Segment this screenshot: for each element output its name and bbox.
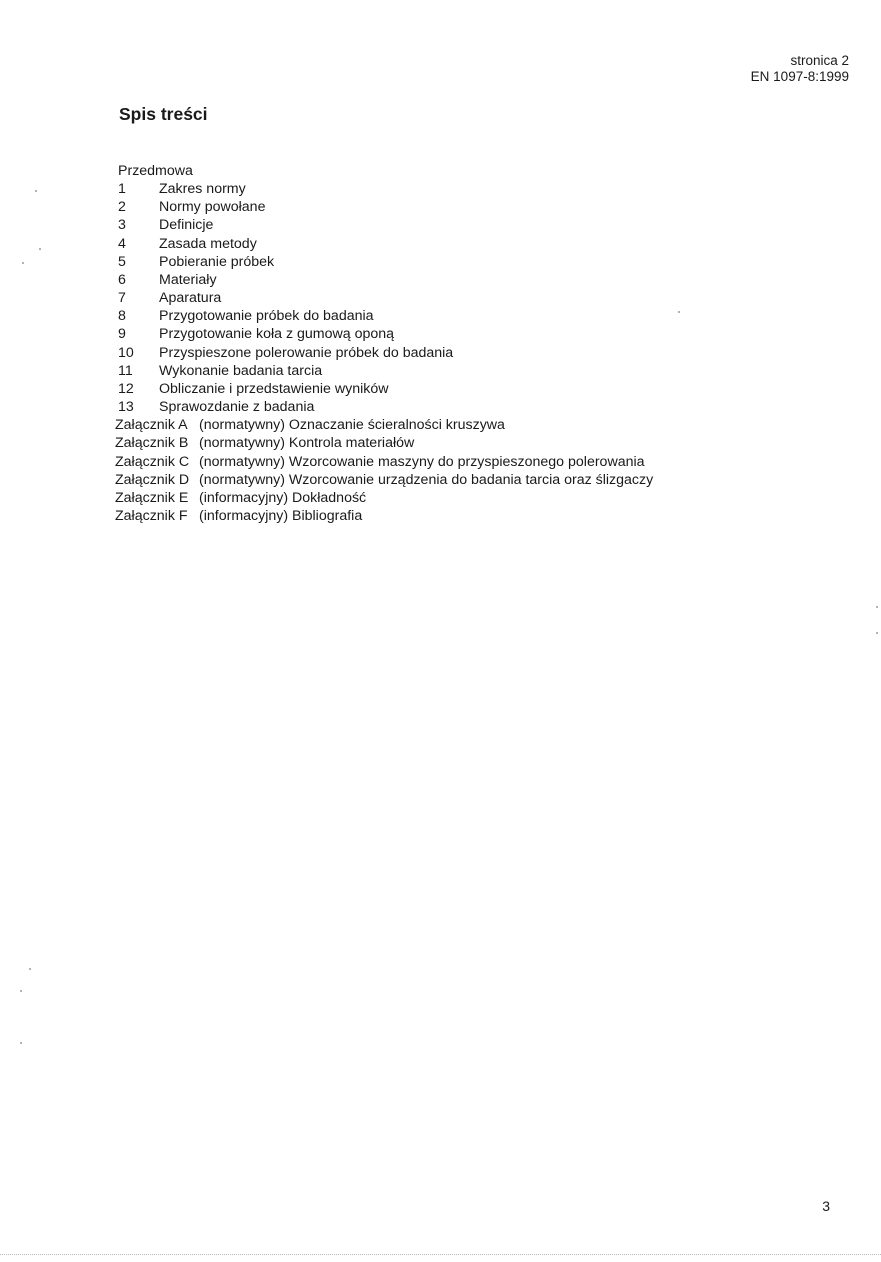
toc-section-number: 8 — [118, 308, 126, 325]
toc-section-number: 13 — [118, 399, 134, 416]
toc-section — [118, 289, 653, 307]
scan-speck — [20, 990, 22, 992]
toc-section — [118, 344, 653, 362]
page-label: stronica 2 — [790, 53, 849, 68]
toc-section-label: Aparatura — [159, 290, 222, 307]
toc-section — [118, 307, 653, 325]
toc-annex-number: Załącznik E — [115, 489, 189, 506]
toc-annex-number: Załącznik D — [115, 471, 190, 488]
toc-section — [118, 253, 653, 271]
scan-edge-line — [0, 1254, 881, 1255]
toc-section-number: 12 — [118, 380, 134, 397]
page-number: 3 — [822, 1198, 830, 1214]
scan-speck — [29, 968, 31, 970]
toc-section — [118, 380, 653, 398]
scan-speck — [35, 190, 37, 192]
toc-section — [118, 235, 653, 253]
scan-speck — [678, 311, 680, 313]
document-id: EN 1097-8:1999 — [750, 69, 849, 84]
toc-section-label: Obliczanie i przedstawienie wyników — [159, 380, 389, 397]
toc-section — [118, 362, 653, 380]
toc-annex-number: Załącznik C — [115, 453, 190, 470]
toc-section-label: Zasada metody — [159, 235, 257, 252]
toc-section-number: 6 — [118, 271, 126, 288]
toc-section — [118, 180, 653, 198]
toc-section-label: Zakres normy — [159, 181, 246, 198]
toc-section-label: Wykonanie badania tarcia — [159, 362, 323, 379]
toc-section-label: Materiały — [159, 271, 217, 288]
toc-section-label: Przygotowanie koła z gumową oponą — [159, 326, 395, 343]
toc-preface-label: Przedmowa — [118, 163, 193, 179]
toc-section-label: Pobieranie próbek — [159, 253, 275, 270]
scan-speck — [20, 1042, 22, 1044]
toc-annex-label: (normatywny) Wzorcowanie maszyny do przyspieszonego polerowania — [199, 453, 645, 470]
toc-section-number: 1 — [118, 181, 126, 198]
toc-section-label: Normy powołane — [159, 199, 266, 216]
toc-section-number: 10 — [118, 344, 134, 361]
toc-section-label: Przyspieszone polerowanie próbek do badania — [159, 344, 454, 361]
scan-speck — [876, 606, 878, 608]
toc-annex — [115, 471, 653, 489]
toc-section — [118, 325, 653, 343]
toc-annex — [115, 453, 653, 471]
toc-annex-label: (normatywny) Wzorcowanie urządzenia do badania tarcia oraz ślizgaczy — [199, 471, 654, 488]
toc-section — [118, 398, 653, 416]
toc-annex-number: Załącznik B — [115, 435, 189, 452]
toc-section — [118, 216, 653, 234]
toc-section-number: 2 — [118, 199, 126, 216]
toc-annex — [115, 416, 653, 434]
toc-annex-label: (informacyjny) Dokładność — [199, 489, 367, 506]
toc-preface — [118, 162, 653, 180]
scan-speck — [39, 248, 41, 250]
toc-section-number: 3 — [118, 217, 126, 234]
toc-annex — [115, 489, 653, 507]
table-of-contents — [115, 162, 654, 525]
toc-annex-label: (normatywny) Oznaczanie ścieralności kruszywa — [199, 417, 505, 434]
page-header — [751, 53, 849, 85]
toc-section-number: 4 — [118, 235, 126, 252]
scan-speck — [876, 632, 878, 634]
toc-section-label: Przygotowanie próbek do badania — [159, 308, 374, 325]
toc-annex-number: Załącznik F — [115, 507, 188, 524]
toc-annex — [115, 434, 653, 452]
toc-annex — [115, 507, 653, 525]
toc-annex-number: Załącznik A — [115, 417, 188, 434]
toc-section-number: 9 — [118, 326, 126, 343]
toc-section-label: Sprawozdanie z badania — [159, 399, 315, 416]
toc-annex-label: (informacyjny) Bibliografia — [199, 507, 363, 524]
toc-section — [118, 271, 653, 289]
toc-annex-label: (normatywny) Kontrola materiałów — [199, 435, 415, 452]
scan-speck — [22, 262, 24, 264]
toc-section-number: 11 — [118, 362, 133, 379]
toc-section — [118, 198, 653, 216]
page-title: Spis treści — [119, 104, 208, 124]
toc-section-number: 5 — [118, 253, 126, 270]
toc-section-number: 7 — [118, 290, 126, 307]
toc-section-label: Definicje — [159, 217, 214, 234]
